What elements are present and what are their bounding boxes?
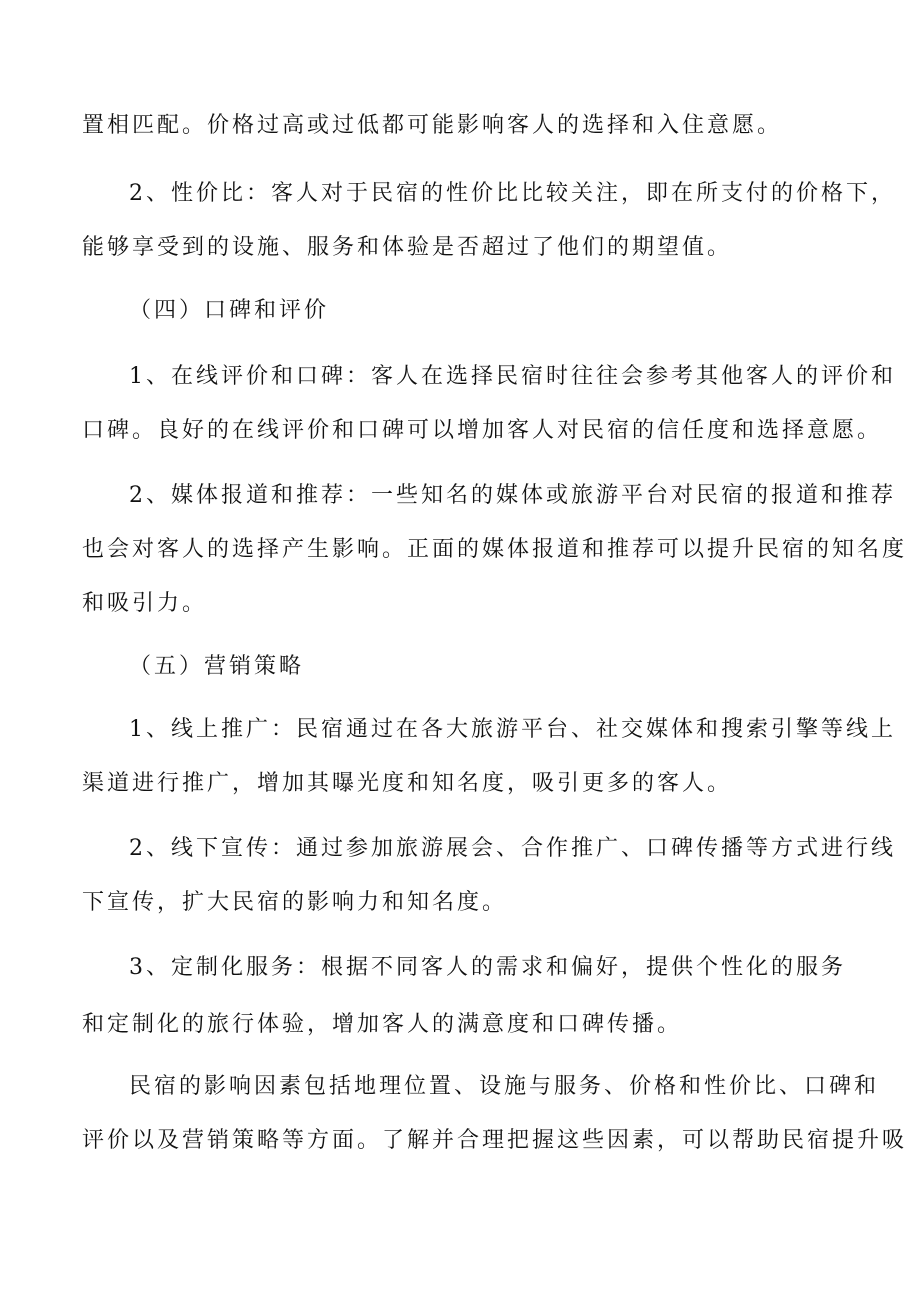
text-line: 渠道进行推广，增加其曝光度和知名度，吸引更多的客人。: [82, 771, 733, 796]
text-line: 3、定制化服务：根据不同客人的需求和偏好，提供个性化的服务: [129, 955, 846, 980]
text-line: 口碑。良好的在线评价和口碑可以增加客人对民宿的信任度和选择意愿。: [82, 418, 883, 443]
text-line: 1、线上推广：民宿通过在各大旅游平台、社交媒体和搜索引擎等线上: [129, 717, 896, 742]
text-line: 2、线下宣传：通过参加旅游展会、合作推广、口碑传播等方式进行线: [129, 836, 896, 861]
text-line: 能够享受到的设施、服务和体验是否超过了他们的期望值。: [82, 235, 733, 260]
text-line: 和定制化的旅行体验，增加客人的满意度和口碑传播。: [82, 1012, 683, 1037]
text-line: 下宣传，扩大民宿的影响力和知名度。: [82, 890, 508, 915]
text-line: 2、媒体报道和推荐：一些知名的媒体或旅游平台对民宿的报道和推荐: [129, 483, 896, 508]
text-line: 2、性价比：客人对于民宿的性价比比较关注，即在所支付的价格下，: [129, 181, 896, 206]
text-line: 和吸引力。: [82, 591, 208, 616]
section-heading: （四）口碑和评价: [129, 298, 330, 323]
text-line: 民宿的影响因素包括地理位置、设施与服务、价格和性价比、口碑和: [129, 1074, 880, 1099]
text-line: 1、在线评价和口碑：客人在选择民宿时往往会参考其他客人的评价和: [129, 364, 896, 389]
section-heading: （五）营销策略: [129, 654, 305, 679]
text-line: 也会对客人的选择产生影响。正面的媒体报道和推荐可以提升民宿的知名度: [82, 537, 908, 562]
text-line: 评价以及营销策略等方面。了解并合理把握这些因素，可以帮助民宿提升吸: [82, 1128, 908, 1153]
text-line: 置相匹配。价格过高或过低都可能影响客人的选择和入住意愿。: [82, 113, 783, 138]
